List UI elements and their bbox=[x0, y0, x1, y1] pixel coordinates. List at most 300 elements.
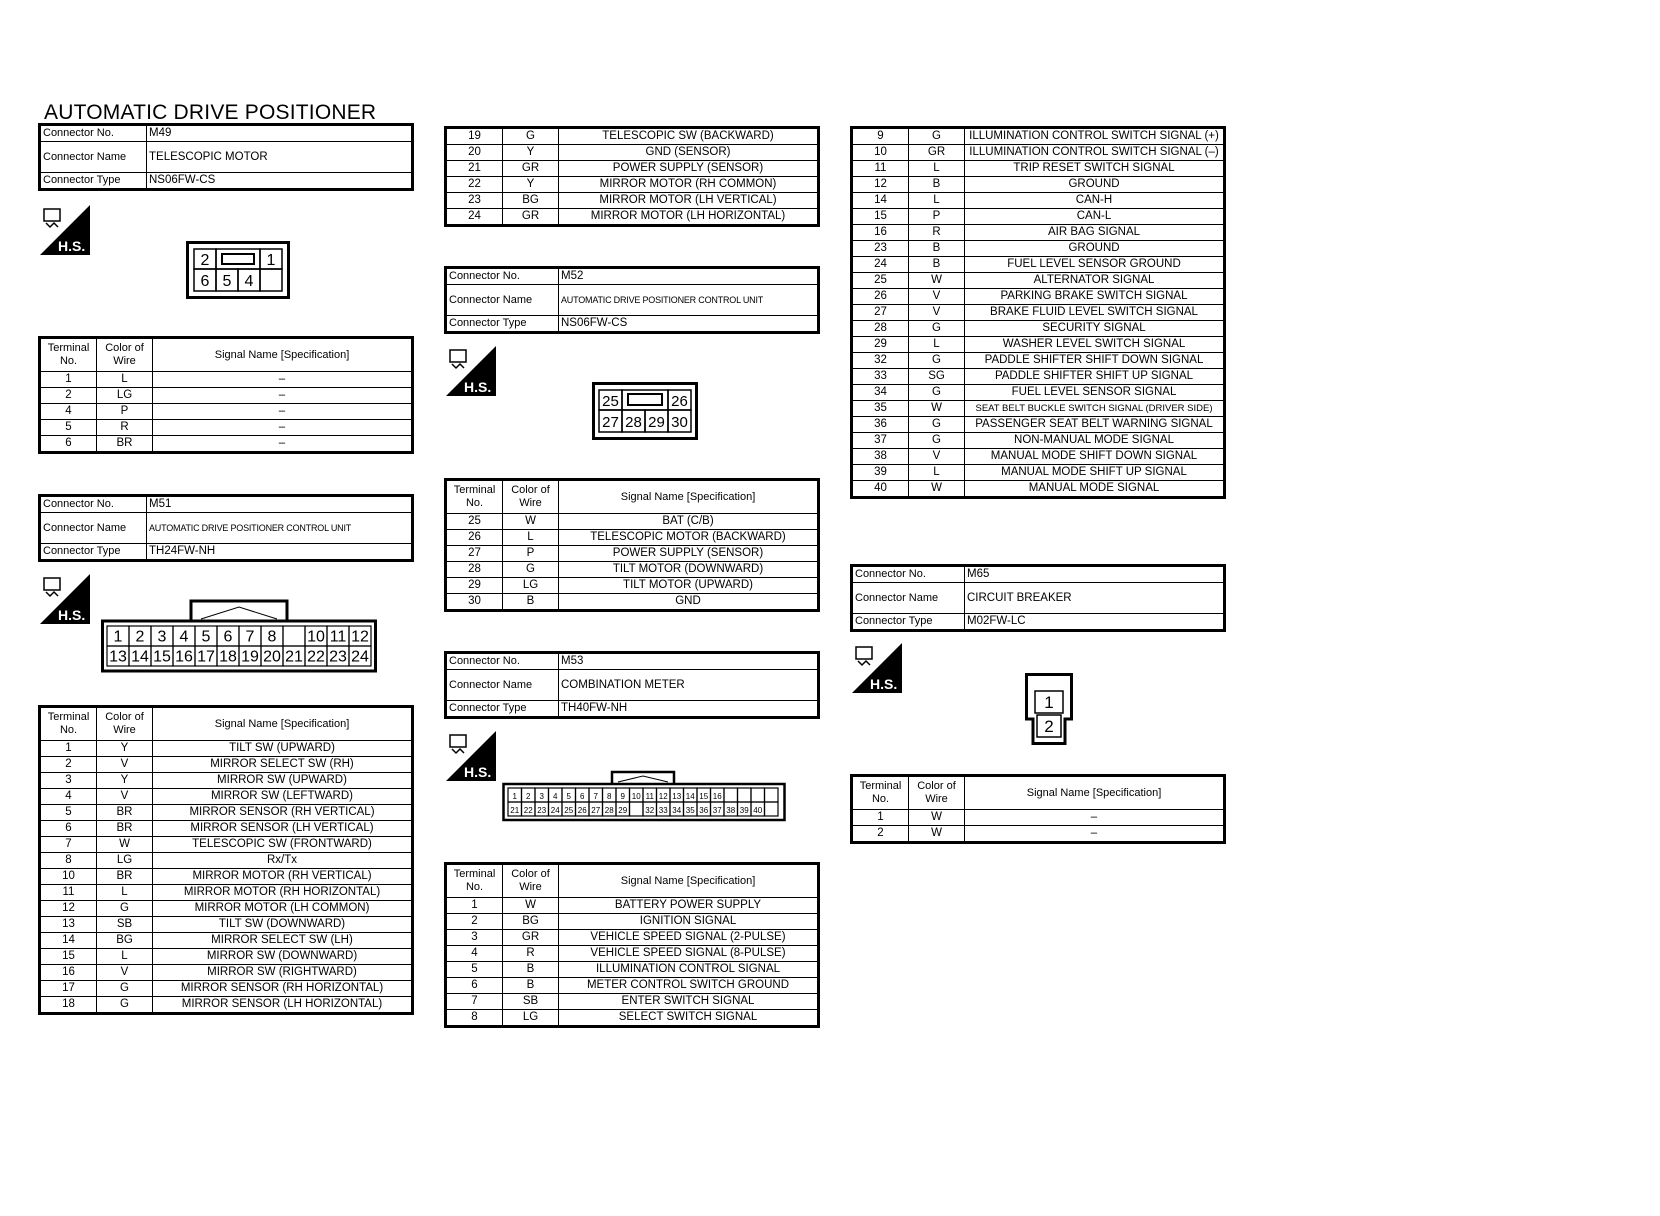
terminal-no-cell: 27 bbox=[853, 305, 909, 321]
connector-type-value: NS06FW-CS bbox=[147, 173, 412, 189]
pin-label: 27 bbox=[602, 414, 619, 431]
terminal-no-cell: 2 bbox=[447, 914, 503, 930]
signal-name-cell: – bbox=[153, 372, 412, 388]
terminal-no-cell: 20 bbox=[447, 145, 503, 161]
table-row bbox=[447, 994, 818, 1010]
wire-color-cell: L bbox=[909, 337, 965, 353]
table-row bbox=[447, 898, 818, 914]
signal-name-cell: CAN-L bbox=[965, 209, 1224, 225]
signal-name-cell: MIRROR SW (RIGHTWARD) bbox=[153, 965, 412, 981]
table-row bbox=[447, 562, 818, 578]
terminal-no-cell: 2 bbox=[41, 388, 97, 404]
table-row bbox=[41, 949, 412, 965]
wire-color-cell: BG bbox=[503, 914, 559, 930]
harness-side-icon bbox=[446, 346, 496, 396]
wire-color-cell: G bbox=[97, 981, 153, 997]
table-row bbox=[853, 161, 1224, 177]
connector-no-label: Connector No. bbox=[41, 497, 147, 513]
terminal-no-cell: 10 bbox=[41, 869, 97, 885]
wire-color-cell: Y bbox=[97, 773, 153, 789]
signal-name-cell: FUEL LEVEL SENSOR SIGNAL bbox=[965, 385, 1224, 401]
wire-color-cell: L bbox=[97, 885, 153, 901]
table-row bbox=[853, 257, 1224, 273]
terminal-no-cell: 19 bbox=[447, 129, 503, 145]
pin-label: 12 bbox=[351, 628, 369, 646]
m49-connector-face bbox=[186, 241, 290, 299]
terminal-no-cell: 3 bbox=[447, 930, 503, 946]
pin-label: 3 bbox=[539, 791, 544, 801]
connector-name-value: AUTOMATIC DRIVE POSITIONER CONTROL UNIT bbox=[147, 513, 412, 544]
terminal-no-cell: 1 bbox=[41, 372, 97, 388]
terminal-no-cell: 14 bbox=[41, 933, 97, 949]
pin-label: 5 bbox=[201, 628, 211, 646]
signal-name-cell: – bbox=[965, 826, 1224, 842]
connector-name-label: Connector Name bbox=[853, 583, 965, 614]
signal-name-cell: POWER SUPPLY (SENSOR) bbox=[559, 161, 818, 177]
signal-name-cell: – bbox=[153, 420, 412, 436]
signal-name-cell: Rx/Tx bbox=[153, 853, 412, 869]
terminal-no-cell: 18 bbox=[41, 997, 97, 1013]
signal-name-cell: MIRROR SENSOR (LH VERTICAL) bbox=[153, 821, 412, 837]
signal-name-cell: MANUAL MODE SIGNAL bbox=[965, 481, 1224, 497]
signal-name-cell: – bbox=[153, 436, 412, 452]
terminal-no-cell: 11 bbox=[41, 885, 97, 901]
terminal-no-cell: 2 bbox=[853, 826, 909, 842]
color-of-wire-header: Color of Wire bbox=[97, 339, 153, 372]
connector-type-label: Connector Type bbox=[447, 316, 559, 332]
signal-name-cell: MIRROR SW (DOWNWARD) bbox=[153, 949, 412, 965]
table-row bbox=[853, 826, 1224, 842]
m51-terminal-table-continued bbox=[446, 128, 818, 225]
wire-color-cell: BG bbox=[97, 933, 153, 949]
wire-color-cell: W bbox=[909, 826, 965, 842]
wire-color-cell: LG bbox=[97, 853, 153, 869]
table-row bbox=[41, 420, 412, 436]
terminal-no-cell: 5 bbox=[41, 420, 97, 436]
terminal-no-cell: 4 bbox=[41, 789, 97, 805]
m53-connector-face bbox=[502, 770, 786, 822]
terminal-no-cell: 8 bbox=[447, 1010, 503, 1026]
pin-label: 20 bbox=[263, 648, 281, 666]
pin-label: 13 bbox=[109, 648, 127, 666]
m51-connector-face bbox=[101, 597, 377, 673]
signal-name-cell: TILT SW (UPWARD) bbox=[153, 741, 412, 757]
wire-color-cell: P bbox=[909, 209, 965, 225]
connector-no-label: Connector No. bbox=[447, 654, 559, 670]
connector-no-value: M65 bbox=[965, 567, 1224, 583]
table-row bbox=[447, 161, 818, 177]
signal-name-cell: MIRROR MOTOR (LH HORIZONTAL) bbox=[559, 209, 818, 225]
pin-label: 35 bbox=[685, 805, 695, 815]
table-row bbox=[41, 436, 412, 452]
table-row bbox=[447, 946, 818, 962]
hs-label: H.S. bbox=[870, 676, 898, 692]
terminal-no-cell: 23 bbox=[447, 193, 503, 209]
connector-name-value: COMBINATION METER bbox=[559, 670, 818, 701]
m65-terminal-table bbox=[852, 776, 1224, 842]
terminal-no-cell: 9 bbox=[853, 129, 909, 145]
terminal-no-cell: 12 bbox=[41, 901, 97, 917]
connector-name-label: Connector Name bbox=[447, 285, 559, 316]
connector-type-label: Connector Type bbox=[853, 614, 965, 630]
pin-label: 15 bbox=[153, 648, 171, 666]
table-row bbox=[41, 933, 412, 949]
wire-color-cell: B bbox=[909, 257, 965, 273]
terminal-no-cell: 4 bbox=[447, 946, 503, 962]
hs-label: H.S. bbox=[58, 607, 86, 623]
terminal-no-header: Terminal No. bbox=[447, 481, 503, 514]
pin-label: 23 bbox=[537, 805, 547, 815]
pin-label: 37 bbox=[712, 805, 722, 815]
pin-label: 26 bbox=[671, 393, 688, 410]
connector-type-value: TH40FW-NH bbox=[559, 701, 818, 717]
table-row bbox=[41, 917, 412, 933]
signal-name-cell: VEHICLE SPEED SIGNAL (8-PULSE) bbox=[559, 946, 818, 962]
connector-no-label: Connector No. bbox=[447, 269, 559, 285]
wire-color-cell: V bbox=[909, 289, 965, 305]
m65-connector-face bbox=[1025, 673, 1073, 745]
wire-color-cell: V bbox=[97, 789, 153, 805]
pin-label: 12 bbox=[658, 791, 668, 801]
pin-label: 1 bbox=[113, 628, 123, 646]
terminal-no-cell: 33 bbox=[853, 369, 909, 385]
wire-color-cell: P bbox=[503, 546, 559, 562]
table-row bbox=[41, 388, 412, 404]
wire-color-cell: W bbox=[97, 837, 153, 853]
signal-name-cell: MANUAL MODE SHIFT DOWN SIGNAL bbox=[965, 449, 1224, 465]
hs-label: H.S. bbox=[464, 764, 492, 780]
terminal-no-cell: 14 bbox=[853, 193, 909, 209]
table-row bbox=[41, 757, 412, 773]
pin-label: 19 bbox=[241, 648, 259, 666]
wire-color-cell: G bbox=[503, 562, 559, 578]
signal-name-cell: MIRROR SENSOR (RH HORIZONTAL) bbox=[153, 981, 412, 997]
table-row bbox=[853, 289, 1224, 305]
pin-label: 4 bbox=[179, 628, 189, 646]
signal-name-cell: SEAT BELT BUCKLE SWITCH SIGNAL (DRIVER SIDE) bbox=[965, 401, 1224, 417]
wire-color-cell: LG bbox=[503, 1010, 559, 1026]
signal-name-cell: MIRROR SW (UPWARD) bbox=[153, 773, 412, 789]
pin-label: 24 bbox=[550, 805, 560, 815]
connector-name-label: Connector Name bbox=[447, 670, 559, 701]
terminal-no-cell: 28 bbox=[853, 321, 909, 337]
terminal-no-cell: 1 bbox=[853, 810, 909, 826]
signal-name-cell: GND bbox=[559, 594, 818, 610]
wire-color-cell: G bbox=[909, 433, 965, 449]
signal-name-cell: MIRROR MOTOR (RH COMMON) bbox=[559, 177, 818, 193]
pin-label: 26 bbox=[577, 805, 587, 815]
pin-label: 2 bbox=[200, 252, 210, 269]
pin-label: 1 bbox=[1044, 693, 1054, 712]
signal-name-cell: PADDLE SHIFTER SHIFT DOWN SIGNAL bbox=[965, 353, 1224, 369]
terminal-no-cell: 15 bbox=[41, 949, 97, 965]
table-row bbox=[447, 209, 818, 225]
table-row bbox=[853, 321, 1224, 337]
terminal-no-cell: 37 bbox=[853, 433, 909, 449]
m52-connector-face bbox=[592, 382, 698, 440]
wire-color-cell: G bbox=[909, 129, 965, 145]
table-row bbox=[41, 981, 412, 997]
signal-name-header: Signal Name [Specification] bbox=[153, 708, 412, 741]
pin-label: 2 bbox=[135, 628, 145, 646]
pin-label: 32 bbox=[645, 805, 655, 815]
table-row bbox=[41, 741, 412, 757]
terminal-no-cell: 25 bbox=[447, 514, 503, 530]
terminal-no-cell: 39 bbox=[853, 465, 909, 481]
table-row bbox=[447, 962, 818, 978]
m49-info-table bbox=[40, 125, 412, 189]
table-row bbox=[447, 546, 818, 562]
terminal-no-cell: 29 bbox=[447, 578, 503, 594]
terminal-no-cell: 34 bbox=[853, 385, 909, 401]
pin-label: 4 bbox=[553, 791, 558, 801]
terminal-no-cell: 5 bbox=[41, 805, 97, 821]
table-row bbox=[447, 129, 818, 145]
wire-color-cell: B bbox=[909, 241, 965, 257]
table-row bbox=[853, 433, 1224, 449]
pin-label: 5 bbox=[222, 273, 232, 290]
pin-label: 7 bbox=[245, 628, 255, 646]
connector-name-label: Connector Name bbox=[41, 513, 147, 544]
wire-color-cell: BG bbox=[503, 193, 559, 209]
table-row bbox=[853, 177, 1224, 193]
connector-no-value: M49 bbox=[147, 126, 412, 142]
m65-info-table bbox=[852, 566, 1224, 630]
wire-color-cell: P bbox=[97, 404, 153, 420]
wire-color-cell: G bbox=[909, 417, 965, 433]
terminal-no-cell: 36 bbox=[853, 417, 909, 433]
signal-name-cell: ILLUMINATION CONTROL SWITCH SIGNAL (–) bbox=[965, 145, 1224, 161]
wire-color-cell: G bbox=[503, 129, 559, 145]
table-row bbox=[447, 914, 818, 930]
connector-no-value: M51 bbox=[147, 497, 412, 513]
terminal-no-cell: 28 bbox=[447, 562, 503, 578]
table-row bbox=[853, 465, 1224, 481]
connector-name-value: AUTOMATIC DRIVE POSITIONER CONTROL UNIT bbox=[559, 285, 818, 316]
table-row bbox=[447, 978, 818, 994]
table-row bbox=[41, 869, 412, 885]
signal-name-cell: MIRROR SELECT SW (LH) bbox=[153, 933, 412, 949]
pin-label: 6 bbox=[200, 273, 210, 290]
table-row bbox=[853, 385, 1224, 401]
pin-label: 6 bbox=[223, 628, 233, 646]
pin-label: 18 bbox=[219, 648, 237, 666]
table-row bbox=[853, 481, 1224, 497]
signal-name-cell: BAT (C/B) bbox=[559, 514, 818, 530]
terminal-no-header: Terminal No. bbox=[41, 708, 97, 741]
terminal-no-cell: 29 bbox=[853, 337, 909, 353]
signal-name-cell: – bbox=[965, 810, 1224, 826]
signal-name-cell: – bbox=[153, 388, 412, 404]
table-row bbox=[447, 530, 818, 546]
signal-name-cell: MIRROR MOTOR (LH COMMON) bbox=[153, 901, 412, 917]
signal-name-cell: ILLUMINATION CONTROL SIGNAL bbox=[559, 962, 818, 978]
table-row bbox=[41, 837, 412, 853]
table-row bbox=[447, 193, 818, 209]
terminal-no-cell: 7 bbox=[41, 837, 97, 853]
signal-name-cell: TRIP RESET SWITCH SIGNAL bbox=[965, 161, 1224, 177]
signal-name-cell: TELESCOPIC SW (FRONTWARD) bbox=[153, 837, 412, 853]
table-row bbox=[447, 514, 818, 530]
color-of-wire-header: Color of Wire bbox=[503, 865, 559, 898]
wire-color-cell: B bbox=[909, 177, 965, 193]
m49-terminal-table bbox=[40, 338, 412, 452]
pin-label: 2 bbox=[1044, 717, 1054, 736]
connector-name-value: CIRCUIT BREAKER bbox=[965, 583, 1224, 614]
wire-color-cell: W bbox=[909, 810, 965, 826]
table-row bbox=[41, 965, 412, 981]
signal-name-cell: WASHER LEVEL SWITCH SIGNAL bbox=[965, 337, 1224, 353]
terminal-no-cell: 3 bbox=[41, 773, 97, 789]
terminal-no-cell: 23 bbox=[853, 241, 909, 257]
terminal-no-cell: 12 bbox=[853, 177, 909, 193]
signal-name-cell: CAN-H bbox=[965, 193, 1224, 209]
pin-label: 29 bbox=[648, 414, 665, 431]
terminal-no-cell: 35 bbox=[853, 401, 909, 417]
table-row bbox=[853, 193, 1224, 209]
signal-name-cell: PARKING BRAKE SWITCH SIGNAL bbox=[965, 289, 1224, 305]
m53-terminal-table bbox=[446, 864, 818, 1026]
pin-label: 8 bbox=[607, 791, 612, 801]
terminal-no-cell: 7 bbox=[447, 994, 503, 1010]
connector-type-label: Connector Type bbox=[41, 544, 147, 560]
pin-label: 2 bbox=[526, 791, 531, 801]
wire-color-cell: GR bbox=[503, 209, 559, 225]
m51-terminal-table bbox=[40, 707, 412, 1013]
terminal-no-cell: 6 bbox=[447, 978, 503, 994]
wire-color-cell: L bbox=[97, 949, 153, 965]
wire-color-cell: LG bbox=[97, 388, 153, 404]
wire-color-cell: G bbox=[97, 901, 153, 917]
table-row bbox=[41, 821, 412, 837]
signal-name-cell: METER CONTROL SWITCH GROUND bbox=[559, 978, 818, 994]
connector-no-label: Connector No. bbox=[41, 126, 147, 142]
pin-label: 22 bbox=[307, 648, 325, 666]
wire-color-cell: B bbox=[503, 594, 559, 610]
terminal-no-cell: 24 bbox=[853, 257, 909, 273]
signal-name-cell: MIRROR SENSOR (RH VERTICAL) bbox=[153, 805, 412, 821]
color-of-wire-header: Color of Wire bbox=[503, 481, 559, 514]
wire-color-cell: W bbox=[909, 273, 965, 289]
terminal-no-header: Terminal No. bbox=[853, 777, 909, 810]
signal-name-cell: MANUAL MODE SHIFT UP SIGNAL bbox=[965, 465, 1224, 481]
table-row bbox=[41, 885, 412, 901]
signal-name-cell: TELESCOPIC MOTOR (BACKWARD) bbox=[559, 530, 818, 546]
terminal-no-cell: 30 bbox=[447, 594, 503, 610]
wire-color-cell: V bbox=[909, 449, 965, 465]
signal-name-cell: NON-MANUAL MODE SIGNAL bbox=[965, 433, 1224, 449]
wire-color-cell: SB bbox=[97, 917, 153, 933]
signal-name-cell: – bbox=[153, 404, 412, 420]
terminal-no-cell: 10 bbox=[853, 145, 909, 161]
terminal-no-cell: 5 bbox=[447, 962, 503, 978]
signal-name-cell: SELECT SWITCH SIGNAL bbox=[559, 1010, 818, 1026]
pin-label: 9 bbox=[620, 791, 625, 801]
harness-side-icon bbox=[446, 731, 496, 781]
table-row bbox=[853, 145, 1224, 161]
signal-name-header: Signal Name [Specification] bbox=[153, 339, 412, 372]
terminal-no-header: Terminal No. bbox=[447, 865, 503, 898]
m53-info-table bbox=[446, 653, 818, 717]
table-row bbox=[447, 145, 818, 161]
wire-color-cell: G bbox=[909, 321, 965, 337]
terminal-no-cell: 1 bbox=[447, 898, 503, 914]
signal-name-header: Signal Name [Specification] bbox=[965, 777, 1224, 810]
terminal-no-cell: 11 bbox=[853, 161, 909, 177]
pin-label: 3 bbox=[157, 628, 167, 646]
table-row bbox=[853, 305, 1224, 321]
connector-type-label: Connector Type bbox=[41, 173, 147, 189]
signal-name-cell: TILT MOTOR (UPWARD) bbox=[559, 578, 818, 594]
signal-name-cell: AIR BAG SIGNAL bbox=[965, 225, 1224, 241]
wire-color-cell: G bbox=[97, 997, 153, 1013]
signal-name-cell: TELESCOPIC SW (BACKWARD) bbox=[559, 129, 818, 145]
signal-name-cell: MIRROR SW (LEFTWARD) bbox=[153, 789, 412, 805]
signal-name-cell: PADDLE SHIFTER SHIFT UP SIGNAL bbox=[965, 369, 1224, 385]
m53-terminal-table-continued bbox=[852, 128, 1224, 497]
table-row bbox=[853, 810, 1224, 826]
pin-label: 11 bbox=[645, 791, 654, 801]
wire-color-cell: L bbox=[97, 372, 153, 388]
terminal-no-cell: 16 bbox=[853, 225, 909, 241]
signal-name-header: Signal Name [Specification] bbox=[559, 481, 818, 514]
wire-color-cell: GR bbox=[503, 161, 559, 177]
signal-name-cell: TILT MOTOR (DOWNWARD) bbox=[559, 562, 818, 578]
pin-label: 25 bbox=[602, 393, 619, 410]
signal-name-cell: MIRROR MOTOR (LH VERTICAL) bbox=[559, 193, 818, 209]
table-row bbox=[447, 1010, 818, 1026]
terminal-no-cell: 24 bbox=[447, 209, 503, 225]
table-row bbox=[853, 129, 1224, 145]
signal-name-cell: GROUND bbox=[965, 241, 1224, 257]
pin-label: 39 bbox=[739, 805, 749, 815]
signal-name-cell: TILT SW (DOWNWARD) bbox=[153, 917, 412, 933]
pin-label: 14 bbox=[131, 648, 149, 666]
connector-type-value: M02FW-LC bbox=[965, 614, 1224, 630]
wire-color-cell: L bbox=[909, 193, 965, 209]
wire-color-cell: GR bbox=[503, 930, 559, 946]
harness-side-icon bbox=[40, 574, 90, 624]
wire-color-cell: R bbox=[503, 946, 559, 962]
signal-name-cell: BATTERY POWER SUPPLY bbox=[559, 898, 818, 914]
pin-label: 22 bbox=[523, 805, 533, 815]
table-row bbox=[447, 578, 818, 594]
terminal-no-cell: 6 bbox=[41, 436, 97, 452]
wire-color-cell: GR bbox=[909, 145, 965, 161]
pin-label: 38 bbox=[726, 805, 736, 815]
pin-label: 27 bbox=[591, 805, 601, 815]
wire-color-cell: W bbox=[503, 514, 559, 530]
wire-color-cell: R bbox=[909, 225, 965, 241]
pin-label: 33 bbox=[658, 805, 668, 815]
table-row bbox=[41, 997, 412, 1013]
pin-label: 23 bbox=[329, 648, 347, 666]
wire-color-cell: SG bbox=[909, 369, 965, 385]
terminal-no-cell: 8 bbox=[41, 853, 97, 869]
wire-color-cell: SB bbox=[503, 994, 559, 1010]
table-row bbox=[853, 241, 1224, 257]
terminal-no-cell: 4 bbox=[41, 404, 97, 420]
table-row bbox=[853, 353, 1224, 369]
wire-color-cell: Y bbox=[503, 145, 559, 161]
terminal-no-cell: 40 bbox=[853, 481, 909, 497]
wire-color-cell: B bbox=[503, 962, 559, 978]
wire-color-cell: B bbox=[503, 978, 559, 994]
table-row bbox=[853, 273, 1224, 289]
table-row bbox=[853, 417, 1224, 433]
wire-color-cell: BR bbox=[97, 436, 153, 452]
connector-no-value: M53 bbox=[559, 654, 818, 670]
